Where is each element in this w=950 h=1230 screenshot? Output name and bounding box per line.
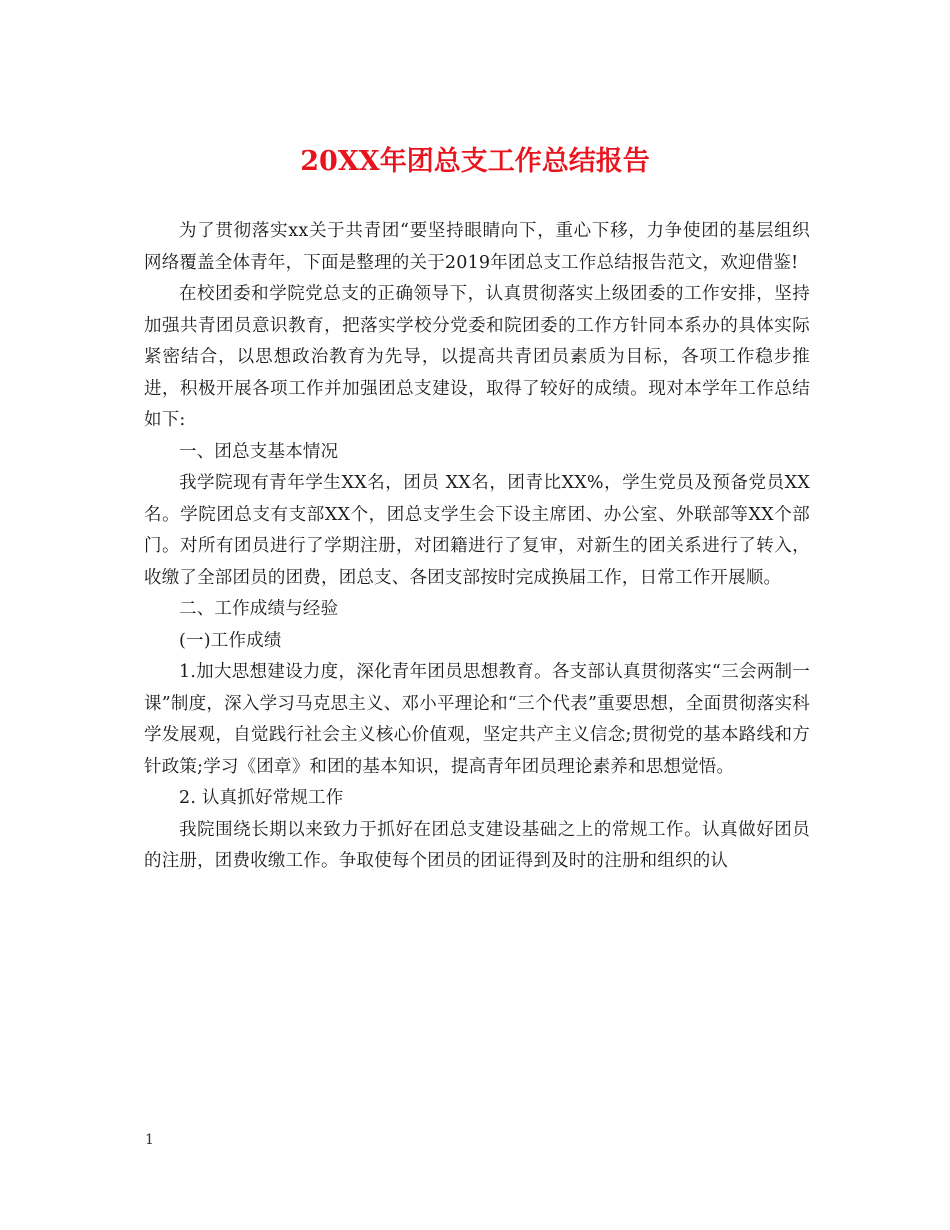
paragraph-intro: 为了贯彻落实xx关于共青团“要坚持眼睛向下，重心下移，力争使团的基层组织网络覆盖全体青年，下面是整理的关于2019年团总支工作总结报告范文，欢迎借鉴! bbox=[144, 221, 810, 273]
paragraph-routine: 我院围绕长期以来致力于抓好在团总支建设基础之上的常规工作。认真做好团员的注册，团费收缴工作。争取使每个团员的团证得到及时的注册和组织的认 bbox=[144, 819, 810, 871]
subsection-heading-results: (一)工作成绩 bbox=[179, 630, 282, 651]
document-title: 20XX年团总支工作总结报告 bbox=[300, 146, 650, 177]
page-number: 1 bbox=[145, 1132, 154, 1148]
document-body bbox=[144, 216, 810, 878]
paragraph-ideology: 1.加大思想建设力度，深化青年团员思想教育。各支部认真贯彻落实“三会两制一课”制度，深入学习马克思主义、邓小平理论和“三个代表”重要思想，全面贯彻落实科学发展观，自觉践行社会主义核心价值观，坚定共产主义信念;贯彻党的基本路线和方针政策;学习《团章》和团的基本知识，提高青年团员理论素养和思想觉悟。 bbox=[144, 662, 810, 777]
paragraph-basic-info: 我学院现有青年学生XX名，团员 XX名，团青比XX%，学生党员及预备党员XX名。学院团总支有支部XX个，团总支学生会下设主席团、办公室、外联部等XX个部门。对所有团员进行了学期注册，对团籍进行了复审，对新生的团关系进行了转入，收缴了全部团员的团费，团总支、各团支部按时完成换届工作，日常工作开展顺。 bbox=[144, 473, 810, 588]
subsection-heading-routine: 2. 认真抓好常规工作 bbox=[179, 788, 344, 808]
paragraph-overview: 在校团委和学院党总支的正确领导下，认真贯彻落实上级团委的工作安排，坚持加强共青团员意识教育，把落实学校分党委和院团委的工作方针同本系办的具体实际紧密结合，以思想政治教育为先导，以提高共青团员素质为目标，各项工作稳步推进，积极开展各项工作并加强团总支建设，取得了较好的成绩。现对本学年工作总结如下: bbox=[144, 284, 810, 430]
section-heading-achievements: 二、工作成绩与经验 bbox=[179, 599, 339, 619]
section-heading-basic-info: 一、团总支基本情况 bbox=[179, 441, 339, 462]
